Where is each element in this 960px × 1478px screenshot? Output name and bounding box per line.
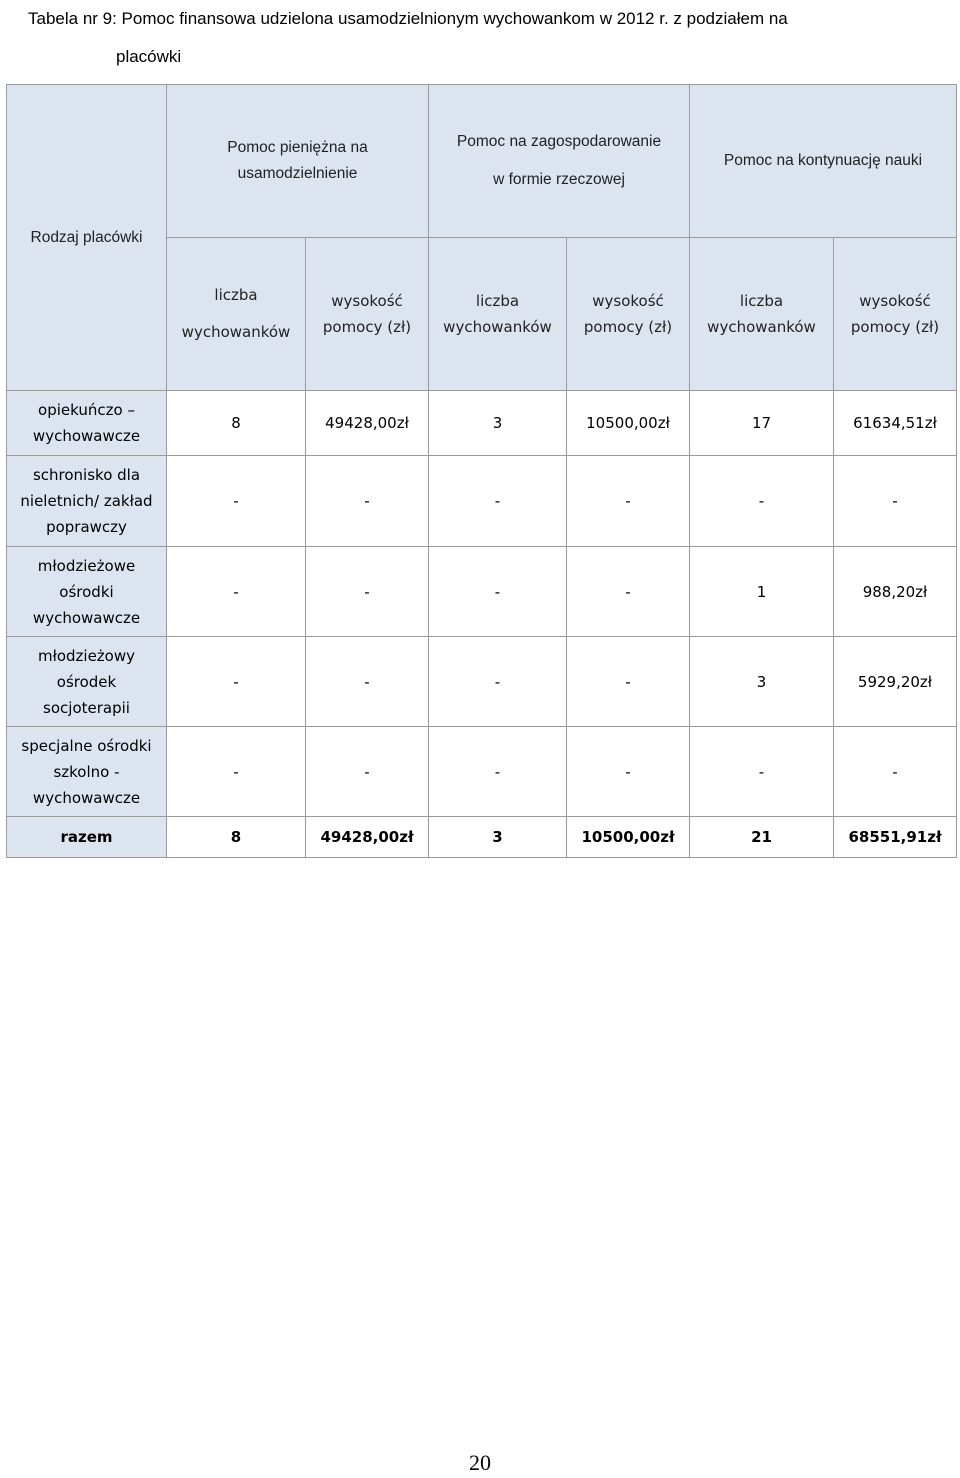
sub-header-line: wysokość xyxy=(592,292,664,310)
cell-count: 3 xyxy=(429,391,567,456)
sub-header-line: pomocy (zł) xyxy=(850,318,940,336)
cell-count: - xyxy=(167,637,306,727)
row-label-line: młodzieżowy xyxy=(37,646,136,665)
sub-header-wysokosc xyxy=(567,238,690,391)
row-label xyxy=(7,456,167,547)
row-label-line: młodzieżowe xyxy=(37,556,136,575)
table-row xyxy=(7,727,957,817)
row-label xyxy=(7,391,167,456)
cell-amount: - xyxy=(567,637,690,727)
group-header-line: Pomoc na zagospodarowanie xyxy=(456,133,662,150)
rodzaj-placowki-header xyxy=(7,85,167,391)
cell-count: - xyxy=(429,456,567,547)
sub-header-line: liczba xyxy=(739,292,784,310)
total-count: 3 xyxy=(429,817,567,858)
sub-header-line: liczba xyxy=(214,286,258,304)
sub-header-line: wychowanków xyxy=(443,318,552,336)
cell-amount: 61634,51zł xyxy=(834,391,957,456)
row-label-line: wychowawcze xyxy=(32,427,141,445)
group-header-nauka xyxy=(690,85,957,238)
cell-count: - xyxy=(690,727,834,817)
sub-header-liczba xyxy=(429,238,567,391)
cell-amount: - xyxy=(567,547,690,637)
sub-header-wysokosc xyxy=(834,238,957,391)
caption-line-2: placówki xyxy=(116,47,182,66)
sub-header-wysokosc xyxy=(306,238,429,391)
cell-amount: - xyxy=(306,456,429,547)
group-header-line: Pomoc na kontynuację nauki xyxy=(723,152,923,169)
cell-amount: 10500,00zł xyxy=(567,391,690,456)
row-label-line: socjoterapii xyxy=(43,698,130,717)
group-header-line: Pomoc pieniężna na xyxy=(227,139,368,156)
cell-amount: - xyxy=(834,456,957,547)
row-label-line: schronisko dla xyxy=(32,466,141,484)
sub-header-line: wysokość xyxy=(331,292,403,310)
cell-count: - xyxy=(167,547,306,637)
cell-count: - xyxy=(429,637,567,727)
row-label-line: specjalne ośrodki xyxy=(21,736,152,755)
table-row xyxy=(7,547,957,637)
table-row xyxy=(7,456,957,547)
cell-amount: - xyxy=(306,727,429,817)
aid-table xyxy=(6,84,957,858)
cell-count: - xyxy=(167,727,306,817)
sub-header-line: wysokość xyxy=(859,292,931,310)
cell-amount: - xyxy=(834,727,957,817)
sub-header-liczba xyxy=(690,238,834,391)
row-label xyxy=(7,637,167,727)
total-count: 21 xyxy=(690,817,834,858)
cell-count: - xyxy=(429,727,567,817)
cell-amount: 988,20zł xyxy=(834,547,957,637)
sub-header-line: liczba xyxy=(475,292,520,310)
cell-count: 1 xyxy=(690,547,834,637)
header-row-groups xyxy=(7,85,957,238)
cell-count: 3 xyxy=(690,637,834,727)
caption-line-1: Tabela nr 9: Pomoc finansowa udzielona usamodzielnionym wychowankom w 2012 r. z podziałem na xyxy=(28,9,788,28)
group-header-rzeczowa xyxy=(429,85,690,238)
row-label-line: ośrodek xyxy=(56,672,117,691)
row-label-line: ośrodki xyxy=(59,582,114,601)
sub-header-line: pomocy (zł) xyxy=(583,318,673,336)
cell-amount: - xyxy=(306,547,429,637)
cell-count: - xyxy=(167,456,306,547)
row-label-line: poprawczy xyxy=(46,518,127,536)
group-header-line: usamodzielnienie xyxy=(237,165,358,182)
cell-amount: - xyxy=(306,637,429,727)
cell-count: - xyxy=(690,456,834,547)
cell-count: 8 xyxy=(167,391,306,456)
total-row xyxy=(7,817,957,858)
row-label xyxy=(7,727,167,817)
total-amount: 10500,00zł xyxy=(567,817,690,858)
cell-count: - xyxy=(429,547,567,637)
row-label-line: opiekuńczo – xyxy=(38,401,135,419)
total-amount: 68551,91zł xyxy=(834,817,957,858)
group-header-line: w formie rzeczowej xyxy=(493,171,625,188)
sub-header-liczba xyxy=(167,238,306,391)
row-label-line: nieletnich/ zakład xyxy=(20,492,153,510)
cell-amount: - xyxy=(567,727,690,817)
table-row xyxy=(7,637,957,727)
sub-header-line: wychowanków xyxy=(181,323,291,341)
cell-amount: 5929,20zł xyxy=(834,637,957,727)
row-label-line: wychowawcze xyxy=(32,608,141,627)
rodzaj-placowki-label: Rodzaj placówki xyxy=(30,228,143,246)
group-header-pieniezna xyxy=(167,85,429,238)
total-label: razem xyxy=(7,817,167,858)
page-number: 20 xyxy=(469,1450,491,1475)
total-amount: 49428,00zł xyxy=(306,817,429,858)
table-row xyxy=(7,391,957,456)
total-count: 8 xyxy=(167,817,306,858)
cell-count: 17 xyxy=(690,391,834,456)
row-label-line: szkolno - xyxy=(53,762,120,781)
row-label-line: wychowawcze xyxy=(32,788,141,807)
sub-header-line: pomocy (zł) xyxy=(322,318,412,336)
row-label xyxy=(7,547,167,637)
cell-amount: 49428,00zł xyxy=(306,391,429,456)
cell-amount: - xyxy=(567,456,690,547)
sub-header-line: wychowanków xyxy=(707,318,816,336)
table-caption xyxy=(28,0,948,76)
